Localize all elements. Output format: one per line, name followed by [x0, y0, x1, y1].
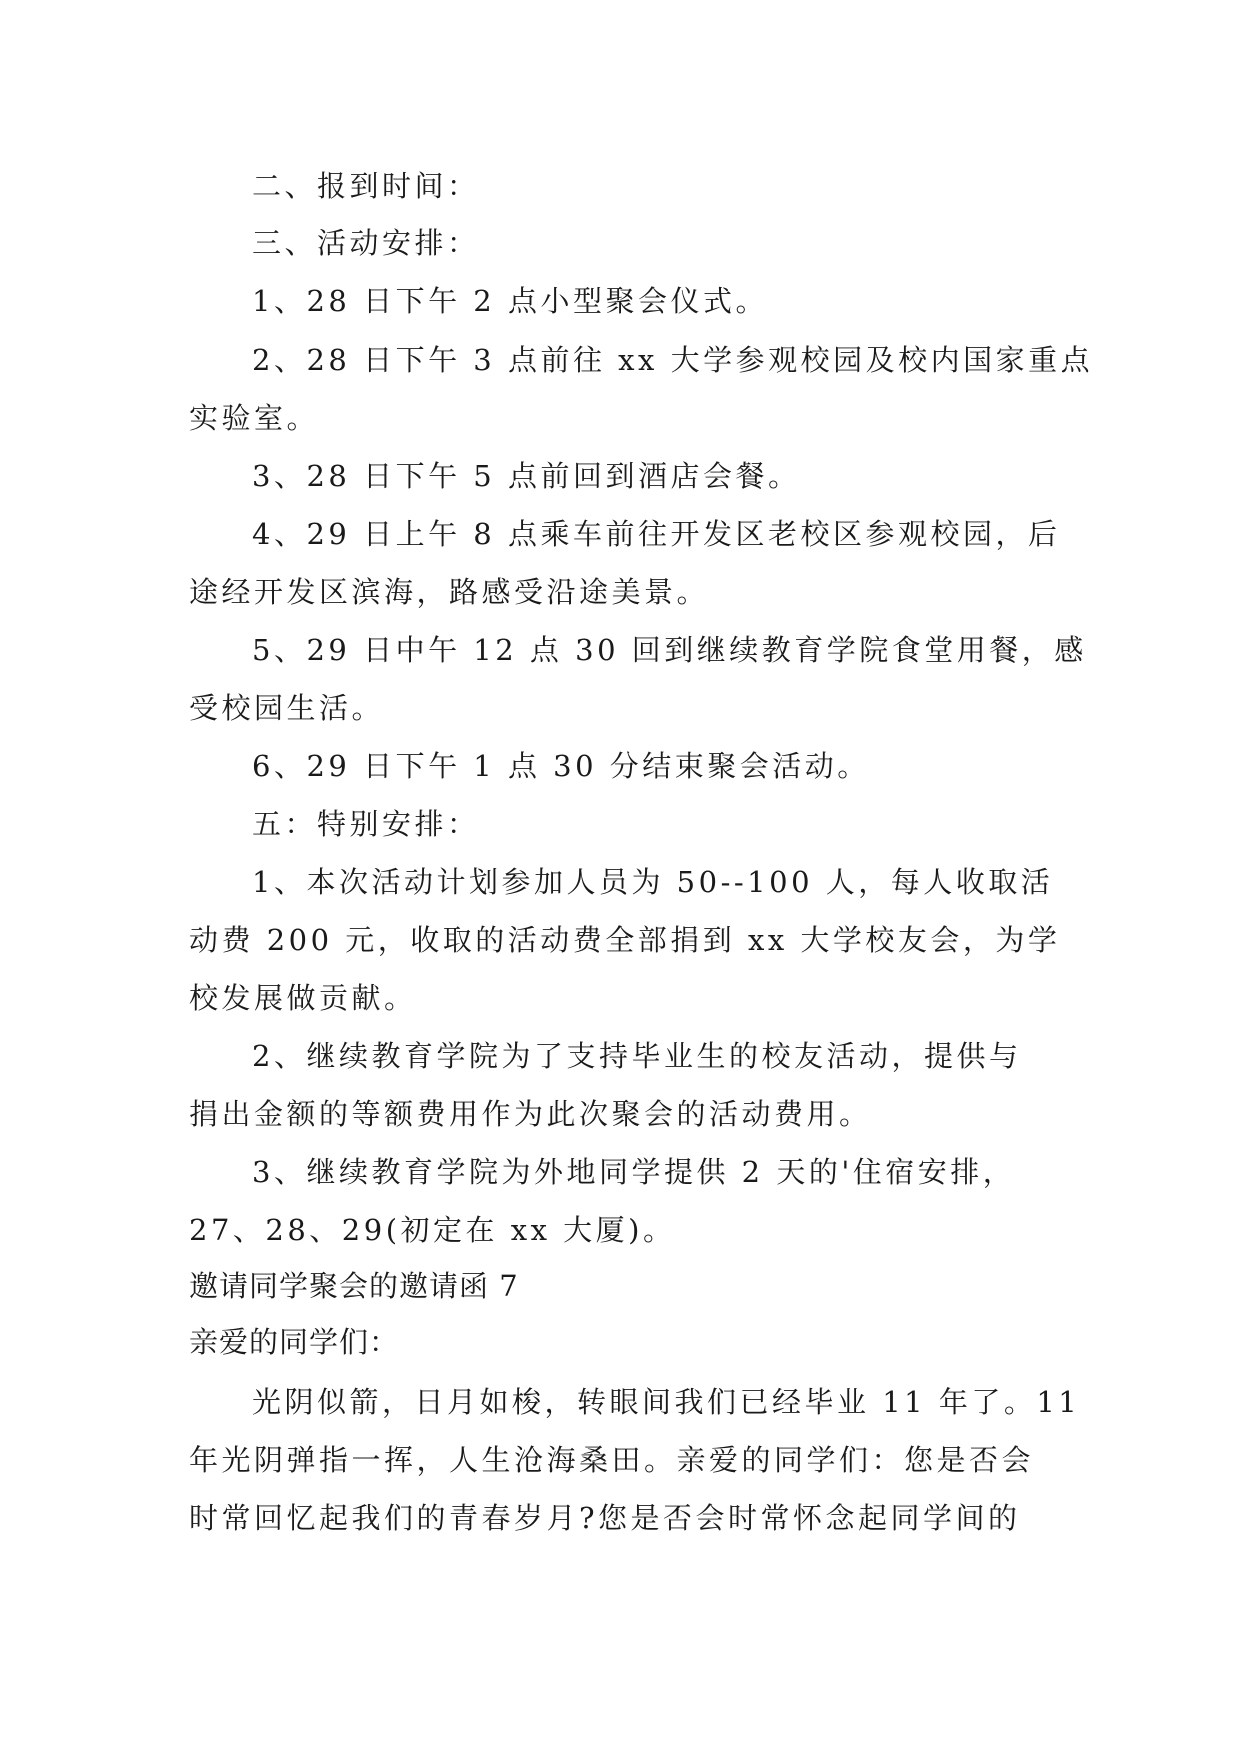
- special-item-3-continued: 27、28、29(初定在 xx 大厦)。: [189, 1213, 676, 1247]
- section-heading-special-arrangements: 五：特别安排：: [252, 807, 480, 841]
- section-heading-registration-time: 二、报到时间：: [252, 169, 480, 203]
- schedule-item-2-continued: 实验室。: [189, 401, 320, 435]
- special-item-1-continued-b: 校发展做贡献。: [189, 981, 417, 1015]
- special-item-3: 3、继续教育学院为外地同学提供 2 天的'住宿安排，: [252, 1155, 1016, 1189]
- special-item-2-continued: 捐出金额的等额费用作为此次聚会的活动费用。: [189, 1097, 872, 1131]
- schedule-item-1: 1、28 日下午 2 点小型聚会仪式。: [252, 284, 768, 318]
- special-item-1: 1、本次活动计划参加人员为 50--100 人，每人收取活: [252, 865, 1054, 899]
- schedule-item-5: 5、29 日中午 12 点 30 回到继续教育学院食堂用餐，感: [252, 633, 1087, 667]
- body-paragraph-line-2: 年光阴弹指一挥，人生沧海桑田。亲爱的同学们：您是否会: [189, 1443, 1035, 1477]
- schedule-item-4: 4、29 日上午 8 点乘车前往开发区老校区参观校园，后: [252, 517, 1061, 551]
- section-heading-activity-schedule: 三、活动安排：: [252, 226, 480, 260]
- schedule-item-6: 6、29 日下午 1 点 30 分结束聚会活动。: [252, 749, 870, 783]
- schedule-item-3: 3、28 日下午 5 点前回到酒店会餐。: [252, 459, 801, 493]
- body-paragraph-line-3: 时常回忆起我们的青春岁月?您是否会时常怀念起同学间的: [189, 1501, 1021, 1535]
- schedule-item-4-continued: 途经开发区滨海，路感受沿途美景。: [189, 575, 710, 609]
- schedule-item-2: 2、28 日下午 3 点前往 xx 大学参观校园及校内国家重点: [252, 343, 1094, 377]
- body-paragraph-line-1: 光阴似箭，日月如梭，转眼间我们已经毕业 11 年了。11: [252, 1385, 1081, 1419]
- special-item-1-continued-a: 动费 200 元，收取的活动费全部捐到 xx 大学校友会，为学: [189, 923, 1061, 957]
- salutation: 亲爱的同学们：: [189, 1325, 400, 1359]
- schedule-item-5-continued: 受校园生活。: [189, 691, 385, 725]
- invitation-title: 邀请同学聚会的邀请函 7: [189, 1269, 519, 1303]
- special-item-2: 2、继续教育学院为了支持毕业生的校友活动，提供与: [252, 1039, 1022, 1073]
